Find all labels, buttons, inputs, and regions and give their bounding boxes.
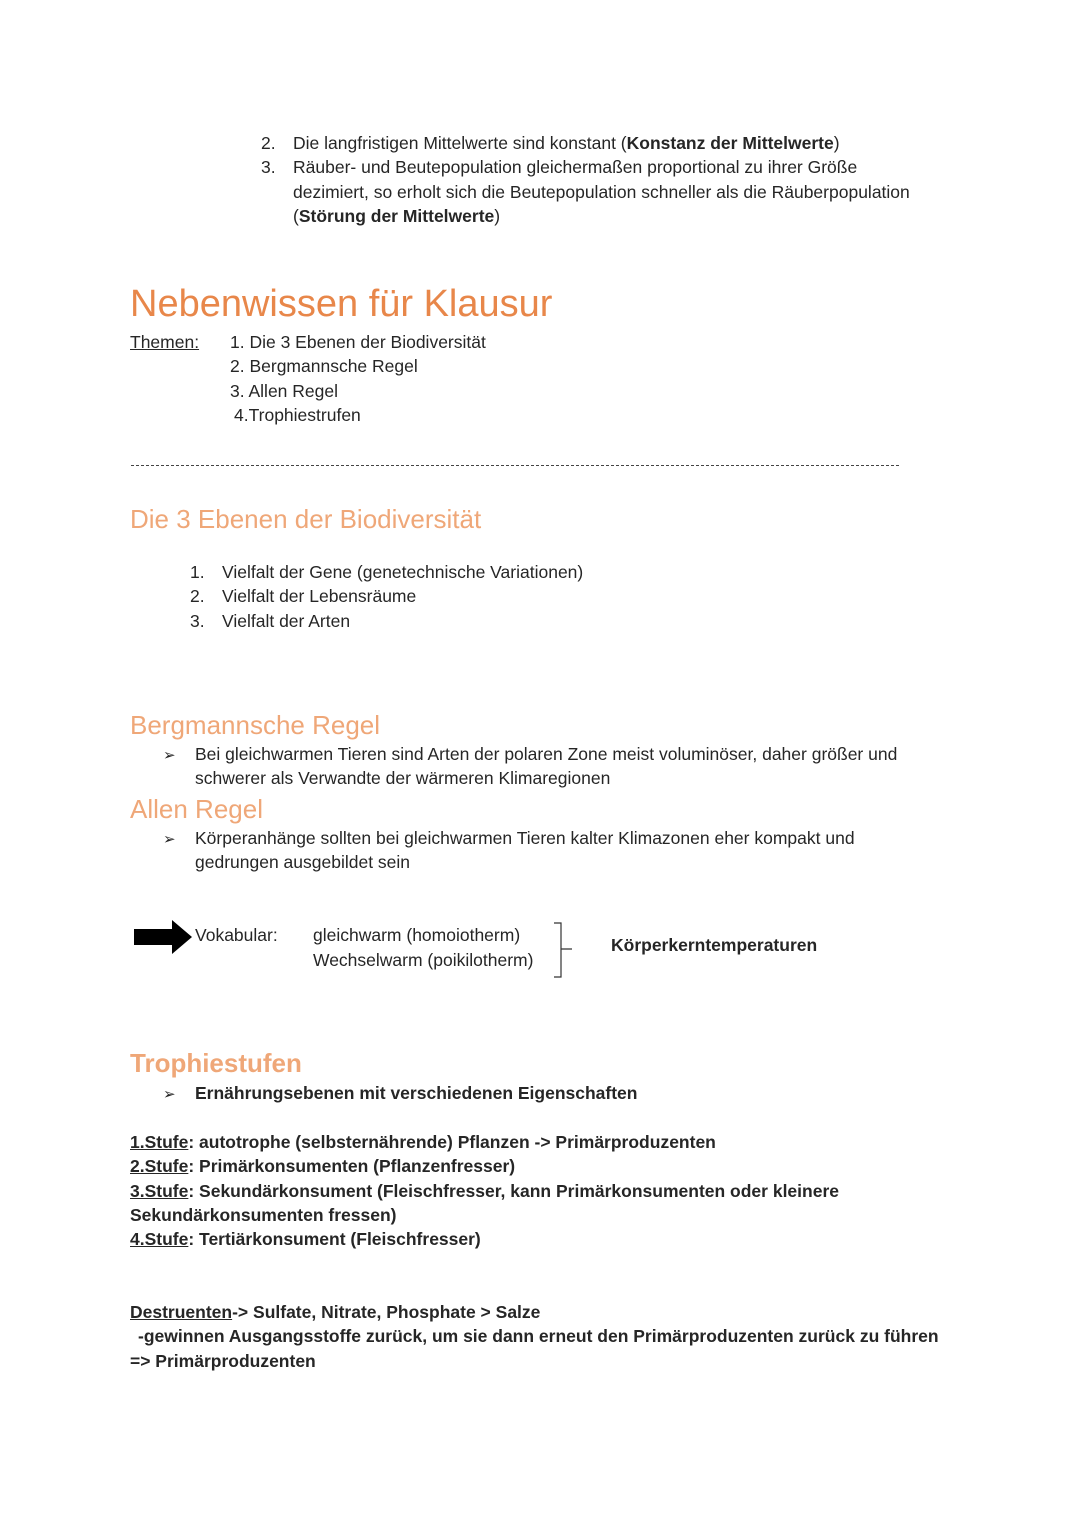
bold-term: Störung der Mittelwerte [298,206,495,226]
paren-close: ) [494,206,501,226]
bullet-text: Körperanhänge sollten bei gleichwarmen Tieren kalter Klimazonen eher kompakt und [195,828,855,848]
stufe-line [130,1179,839,1204]
bullet-item [163,1081,637,1108]
list-number: 2. [261,133,276,153]
arrow-bullet-icon: ➢ [163,1086,176,1103]
list-text-continued: dezimiert, so erholt sich die Beutepopulation schneller als die Räuberpopulation [293,182,910,202]
list-item [190,560,583,585]
section-heading-allen: Allen Regel [130,794,263,824]
vocab-term: gleichwarm (homoiotherm) [313,925,521,945]
stufe-line [130,1154,515,1179]
vocab-label: Vokabular: [195,925,278,945]
themes-label: Themen: [130,332,200,352]
list-text: Vielfalt der Gene (genetechnische Variationen) [222,562,584,582]
list-text-continued [293,204,500,229]
stufe-label: 2.Stufe [130,1156,189,1176]
dashed-divider [131,465,899,466]
curly-brace-icon [552,922,574,978]
destruenten-line [130,1300,540,1325]
theme-item: 1. Die 3 Ebenen der Biodiversität [230,332,486,352]
stufe-label: 4.Stufe [130,1229,189,1249]
list-item [261,155,857,180]
bullet-text-continued: schwerer als Verwandte der wärmeren Klimaregionen [195,768,611,788]
list-text: Vielfalt der Arten [222,611,351,631]
list-item [190,584,416,609]
paren-open: ( [293,206,299,226]
list-text: Räuber- und Beutepopulation gleichermaßen proportional zu ihrer Größe [293,157,858,177]
stufe-text: : Primärkonsumenten (Pflanzenfresser) [188,1156,516,1176]
arrow-bullet-icon: ➢ [163,747,176,764]
vocab-meaning: Körperkerntemperaturen [611,935,818,955]
destruenten-text: -> Sulfate, Nitrate, Phosphate > Salze [232,1302,541,1322]
list-number: 1. [190,562,205,582]
list-text-end: ) [833,133,840,153]
list-number: 3. [190,611,205,631]
theme-item: 2. Bergmannsche Regel [230,356,418,376]
theme-item: 4.Trophiestrufen [234,405,361,425]
bullet-item [163,826,855,853]
list-number: 3. [261,157,276,177]
list-number: 2. [190,586,205,606]
bullet-text: Bei gleichwarmen Tieren sind Arten der polaren Zone meist voluminöser, daher größer und [195,744,898,764]
list-text: Vielfalt der Lebensräume [222,586,417,606]
destruenten-line: => Primärproduzenten [130,1351,316,1371]
section-heading-bergmann: Bergmannsche Regel [130,710,381,740]
stufe-label: 3.Stufe [130,1181,189,1201]
arrow-bullet-icon: ➢ [163,831,176,848]
page-title: Nebenwissen für Klausur [130,283,553,325]
list-text: Die langfristigen Mittelwerte sind konstant ( [293,133,627,153]
bullet-item [163,742,897,769]
stufe-line [130,1227,481,1252]
bold-term: Konstanz der Mittelwerte [626,133,834,153]
bullet-text-continued: gedrungen ausgebildet sein [195,852,411,872]
stufe-text: : Tertiärkonsument (Fleischfresser) [188,1229,481,1249]
stufe-label: 1.Stufe [130,1132,189,1152]
section-heading-biodiversity: Die 3 Ebenen der Biodiversität [130,504,482,534]
stufe-text: : autotrophe (selbsternährende) Pflanzen -> Primärproduzenten [188,1132,716,1152]
section-heading-trophie: Trophiestufen [130,1048,302,1078]
stufe-line [130,1130,716,1155]
destruenten-line: -gewinnen Ausgangsstoffe zurück, um sie dann erneut den Primärproduzenten zurück zu führen [138,1326,939,1346]
theme-item: 3. Allen Regel [230,381,338,401]
destruenten-label: Destruenten [130,1302,233,1322]
list-item [261,131,840,156]
arrow-right-icon [134,918,194,958]
list-item [190,609,350,634]
vocab-term: Wechselwarm (poikilotherm) [313,950,534,970]
bullet-text: Ernährungsebenen mit verschiedenen Eigenschaften [195,1083,638,1103]
stufe-line-continued: Sekundärkonsumenten fressen) [130,1205,397,1225]
stufe-text: : Sekundärkonsument (Fleischfresser, kann Primärkonsumenten oder kleinere [188,1181,839,1201]
